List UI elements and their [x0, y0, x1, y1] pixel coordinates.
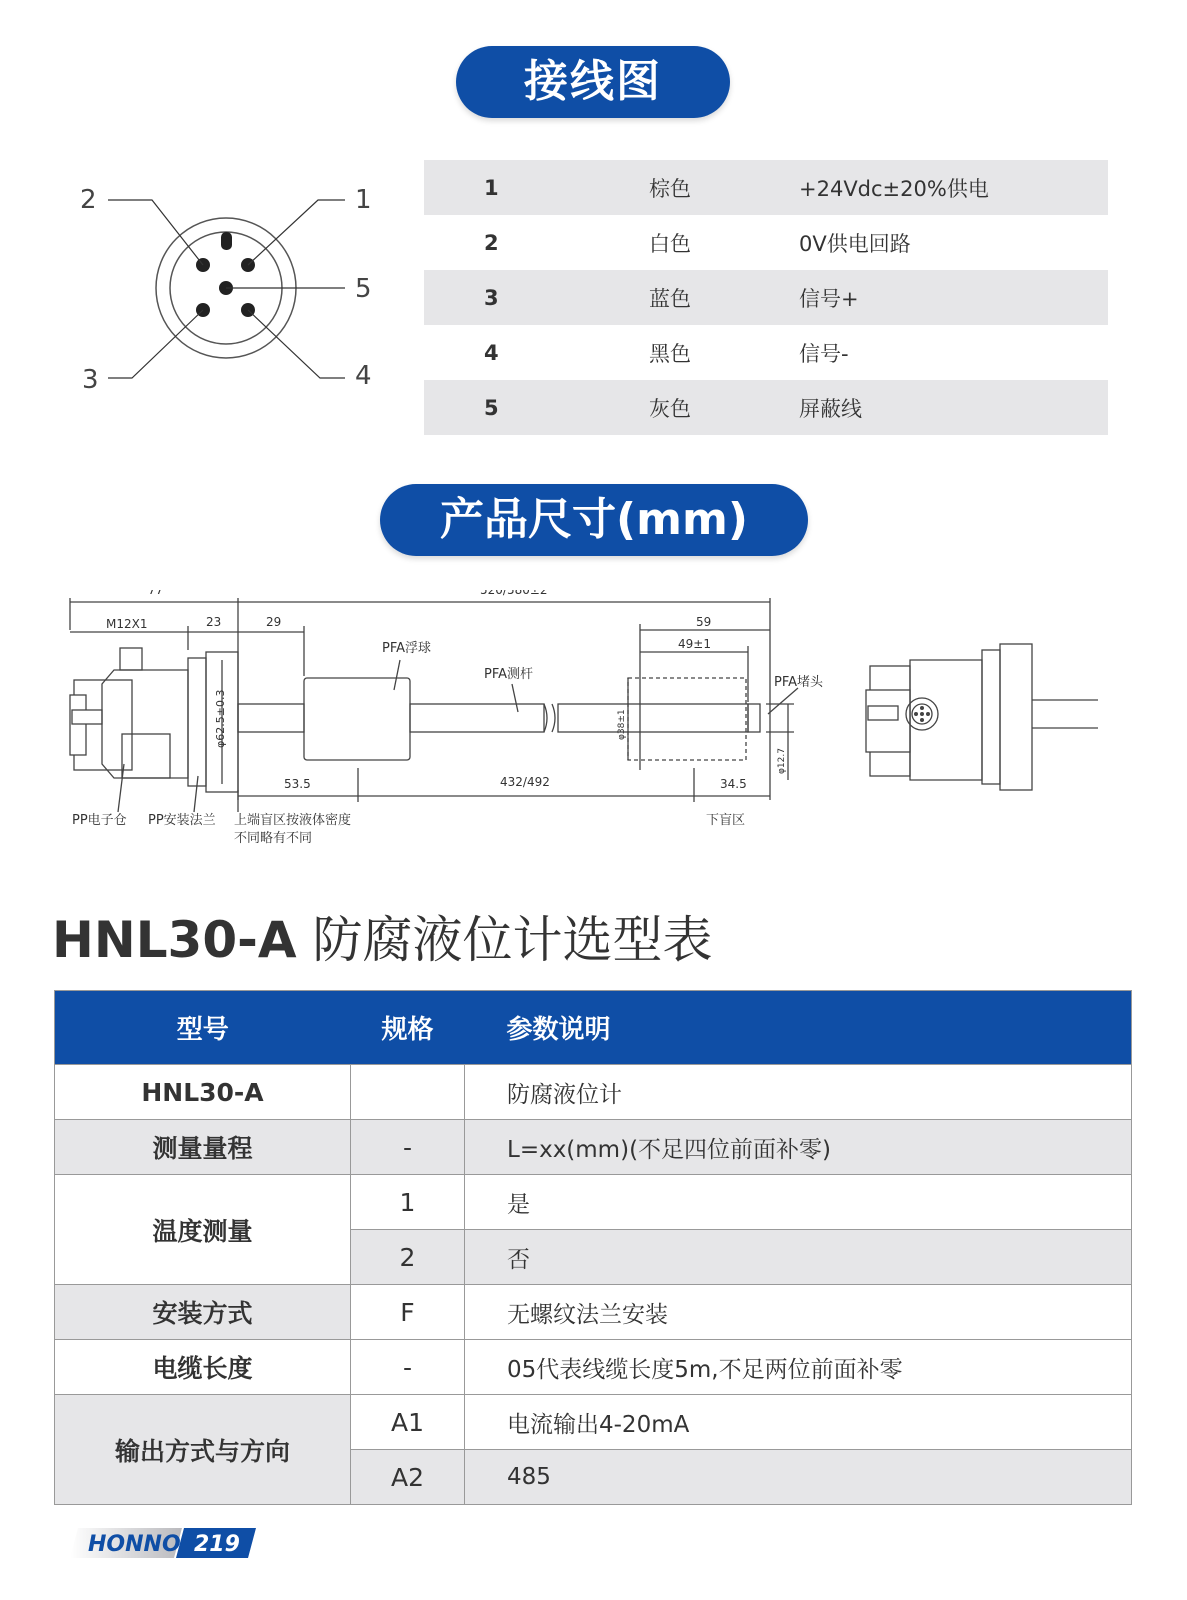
dim-432: 432/492 [500, 775, 550, 789]
wiring-row [424, 160, 1108, 215]
row-spec: - [351, 1120, 465, 1175]
wire-function: 信号+ [799, 270, 1108, 325]
row-name: 温度测量 [55, 1175, 351, 1285]
wiring-row [424, 215, 1108, 270]
dim-59: 59 [696, 615, 712, 629]
wiring-row [424, 325, 1108, 380]
row-desc: L=xx(mm)(不足四位前面补零) [465, 1120, 1132, 1175]
dim-23: 23 [206, 615, 222, 629]
dim-77: 77 [148, 590, 164, 597]
dim-520: 520/580±2 [480, 590, 548, 597]
dim-34: 34.5 [720, 777, 747, 791]
table-row [55, 1065, 1132, 1120]
page-number: 219 [194, 1532, 240, 1557]
row-name: 测量量程 [55, 1120, 351, 1175]
dimensions-title: 产品尺寸(mm) [380, 484, 808, 556]
row-desc: 是 [465, 1175, 1132, 1230]
pin-number: 5 [424, 380, 649, 435]
wire-color: 灰色 [649, 380, 799, 435]
dim-dia62: φ62.5±0.3 [214, 689, 227, 748]
row-spec: 1 [351, 1175, 465, 1230]
pin-label-4: 4 [355, 361, 372, 391]
wire-color: 白色 [649, 231, 691, 256]
wiring-diagram-title: 接线图 [456, 46, 730, 118]
dim-dia12: φ12.7 [777, 748, 787, 774]
wire-function: 0V供电回路 [799, 231, 911, 256]
wire-function: 屏蔽线 [799, 380, 1108, 435]
wiring-row [424, 270, 1108, 325]
table-row [55, 1285, 1132, 1340]
header-description: 参数说明 [465, 991, 1132, 1065]
pin-label-1: 1 [355, 185, 372, 215]
pin-number: 3 [424, 270, 649, 325]
row-spec: - [351, 1340, 465, 1395]
row-spec: 2 [351, 1230, 465, 1285]
model-code: HNL30-A [52, 911, 297, 969]
row-name: 安装方式 [55, 1285, 351, 1340]
pin-number: 1 [424, 160, 649, 215]
pin-number: 4 [484, 340, 499, 365]
header-model: 型号 [55, 991, 351, 1065]
header-spec: 规格 [351, 991, 465, 1065]
wire-color: 棕色 [649, 160, 799, 215]
selection-table [54, 990, 1132, 1505]
label-upper-blind-1: 上端盲区按液体密度 [234, 813, 352, 828]
row-desc: 防腐液位计 [465, 1065, 1132, 1120]
label-upper-blind-2: 不同略有不同 [234, 831, 313, 846]
row-desc: 电流输出4-20mA [465, 1395, 1132, 1450]
pin-label-3: 3 [82, 365, 99, 395]
table-row [55, 1340, 1132, 1395]
wiring-row [424, 380, 1108, 435]
row-spec [351, 1065, 465, 1120]
dim-49: 49±1 [678, 637, 711, 651]
dim-m12: M12X1 [106, 617, 148, 631]
table-row [55, 1395, 1132, 1450]
pin-number: 2 [484, 230, 499, 255]
row-desc: 否 [465, 1230, 1132, 1285]
pin-label-5: 5 [355, 274, 372, 304]
row-name: HNL30-A [55, 1065, 351, 1120]
row-spec: F [351, 1285, 465, 1340]
page-footer [70, 1526, 260, 1564]
table-row [55, 1175, 1132, 1230]
row-name: 电缆长度 [55, 1340, 351, 1395]
label-lower-blind: 下盲区 [706, 813, 746, 828]
connector-pin-diagram [70, 170, 390, 414]
selection-table-title [52, 900, 713, 972]
wire-function: +24Vdc±20%供电 [799, 160, 1108, 215]
dim-dia38: φ38±1 [617, 709, 627, 740]
table-header [55, 991, 1132, 1065]
pin-label-2: 2 [80, 185, 97, 215]
brand-logo: HONNO [88, 1532, 181, 1557]
row-desc: 05代表线缆长度5m,不足两位前面补零 [465, 1340, 1132, 1395]
label-pfa-float: PFA浮球 [382, 641, 432, 656]
wire-function: 信号- [799, 341, 849, 366]
label-pp-flange: PP安装法兰 [148, 813, 216, 828]
row-desc: 无螺纹法兰安装 [465, 1285, 1132, 1340]
wiring-table [424, 160, 1108, 435]
label-pfa-rod: PFA测杆 [484, 667, 534, 682]
label-pp-housing: PP电子仓 [72, 813, 127, 828]
dim-29: 29 [266, 615, 282, 629]
title-text: 防腐液位计选型表 [312, 911, 713, 969]
row-name: 输出方式与方向 [55, 1395, 351, 1505]
wire-color: 黑色 [649, 341, 691, 366]
row-spec: A1 [351, 1395, 465, 1450]
row-desc: 485 [465, 1450, 1132, 1505]
row-spec: A2 [351, 1450, 465, 1505]
dim-53: 53.5 [284, 777, 311, 791]
table-row [55, 1120, 1132, 1175]
wire-color: 蓝色 [649, 270, 799, 325]
dimension-drawing [58, 590, 1138, 874]
label-pfa-plug: PFA堵头 [774, 675, 824, 690]
